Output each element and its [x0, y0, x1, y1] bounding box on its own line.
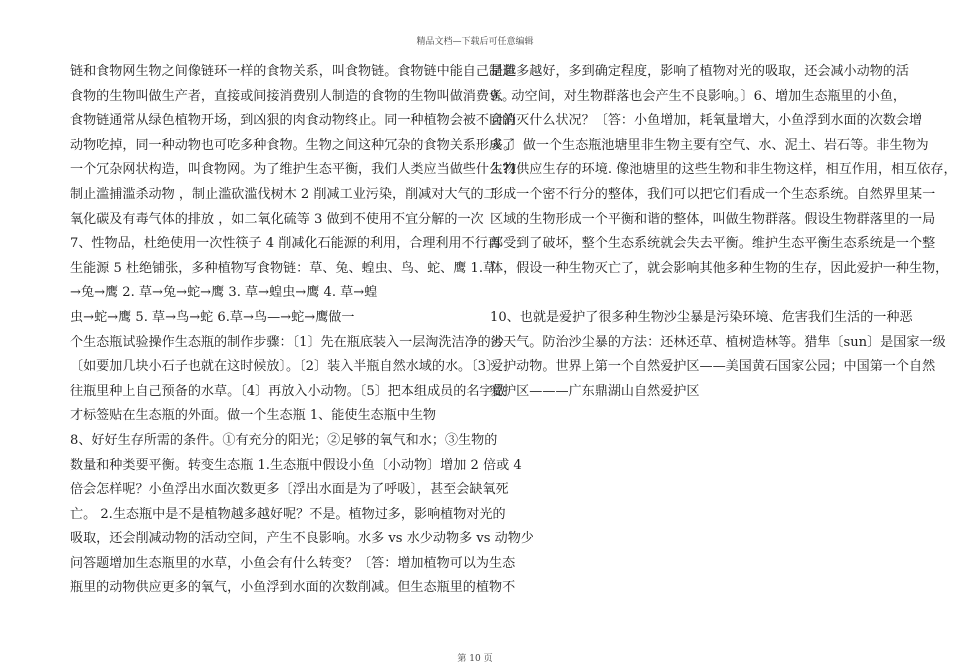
text-line: 倍会怎样呢？小鱼浮出水面次数更多〔浮出水面是为了呼吸〕，甚至会缺氧死 — [70, 482, 509, 498]
text-line: 瓶里的动物供应更多的氧气，小鱼浮到水面的次数削减。但生态瓶里的植物不 — [70, 580, 516, 596]
text-line: 形成一个密不行分的整体，我们可以把它们看成一个生态系统。自然界里某一 — [490, 186, 936, 202]
text-line: 个生态瓶试验操作生态瓶的制作步骤：〔1〕先在瓶底装入一层淘洗洁净的沙 — [70, 334, 504, 350]
paragraph-gap — [490, 281, 885, 306]
text-line: 会消灭什么状况？〔答：小鱼增加，耗氧量增大，小鱼浮到水面的次数会增 — [490, 113, 923, 129]
text-line: 亡。 2.生态瓶中是不是植物越多越好呢？不是。植物过多，影响植物对光的 — [70, 506, 506, 522]
text-line: 多。〕做一个生态瓶池塘里非生物主要有空气、水、泥土、岩石等。非生物为 — [490, 137, 929, 153]
text-line: 氧化碳及有毒气体的排放 ，如二氧化硫等 3 做到不使用不宜分解的一次 — [70, 211, 484, 227]
text-line: 往瓶里种上自己预备的水草。〔4〕再放入小动物。〔5〕把本组成员的名字做 — [70, 383, 506, 399]
text-line: 食物的生物叫做生产者，直接或间接消费别人制造的食物的生物叫做消费者。 — [70, 88, 516, 104]
text-line: 制止滥捕滥杀动物 ，制止滥砍滥伐树木 2 削减工业污染，削减对大气的二 — [70, 186, 497, 202]
text-line: 生能源 5 杜绝铺张，多种植物写食物链：草、兔、蝗虫、鸟、蛇、鹰 1.草 — [70, 260, 497, 276]
text-line: 10、也就是爱护了很多种生物沙尘暴是污染环境、危害我们生活的一种恶 — [490, 309, 913, 325]
left-column — [70, 60, 534, 601]
text-line: 〔如要加几块小石子也就在这时候放〕。〔2〕装入半瓶自然水域的水。〔3〕 — [70, 359, 500, 375]
page-footer: 第 10 页 — [457, 654, 493, 664]
page-header: 精品文档—下载后可任意编辑 — [416, 37, 534, 47]
text-line: 爱护区———广东鼎湖山自然爱护区 — [490, 383, 700, 399]
text-line: 食物链通常从绿色植物开场，到凶狠的肉食动物终止。同一种植物会被不同的 — [70, 113, 516, 129]
text-line: 爱护动物。世界上第一个自然爱护区——美国黄石国家公园；中国第一个自然 — [490, 359, 936, 375]
text-line: 数量和种类要平衡。转变生态瓶 1.生态瓶中假设小鱼〔小动物〕增加 2 倍或 4 — [70, 457, 522, 473]
text-line: →兔→鹰 2. 草→兔→蛇→鹰 3. 草→蝗虫→鹰 4. 草→蝗 — [70, 285, 378, 301]
text-line: 劣天气。防治沙尘暴的方法：还林还草、植树造林等。猎隼〔sun〕是国家一级 — [490, 334, 946, 350]
text-line: 7、性物品，杜绝使用一次性筷子 4 削减化石能源的利用，合理利用不行再 — [70, 236, 501, 252]
right-column — [490, 60, 957, 404]
text-line: 区域的生物形成一个平衡和谐的整体，叫做生物群落。假设生物群落里的一局 — [490, 211, 936, 227]
text-line: 体，假设一种生物灭亡了，就会影响其他多种生物的生存，因此爱护一种生物， — [490, 260, 949, 276]
text-line: 9、动空间，对生物群落也会产生不良影响。〕6、增加生态瓶里的小鱼， — [490, 88, 907, 104]
text-line: 8、好好生存所需的条件。①有充分的阳光；②足够的氧气和水；③生物的 — [70, 432, 498, 448]
text-line: 才标签贴在生态瓶的外面。做一个生态瓶 1、能使生态瓶中生物 — [70, 408, 437, 424]
text-line: 问答题增加生态瓶里的水草，小鱼会有什么转变？〔答：增加植物可以为生态 — [70, 555, 516, 571]
text-line: 是越多越好，多到确定程度，影响了植物对光的吸取，还会减小动物的活 — [490, 64, 909, 79]
text-line: 一个冗杂网状构造，叫食物网。为了维护生态平衡，我们人类应当做些什么?1 — [70, 162, 518, 178]
text-line: 虫→蛇→鹰 5. 草→鸟→蛇 6.草→鸟—→蛇→鹰做一 — [70, 309, 355, 325]
text-line: 部受到了破坏，整个生态系统就会失去平衡。维护生态平衡生态系统是一个整 — [490, 236, 936, 252]
text-line: 吸取，还会削减动物的活动空间，产生不良影响。水多 vs 水少动物多 vs 动物少 — [70, 531, 534, 547]
text-line: 链和食物网生物之间像链环一样的食物关系，叫食物链。食物链中能自己制造 — [70, 64, 516, 79]
text-line: 动物吃掉，同一种动物也可吃多种食物。生物之间这种冗杂的食物关系形成了 — [70, 137, 516, 153]
text-line: 生物供应生存的环境. 像池塘里的这些生物和非生物这样，相互作用，相互依存， — [490, 162, 957, 178]
